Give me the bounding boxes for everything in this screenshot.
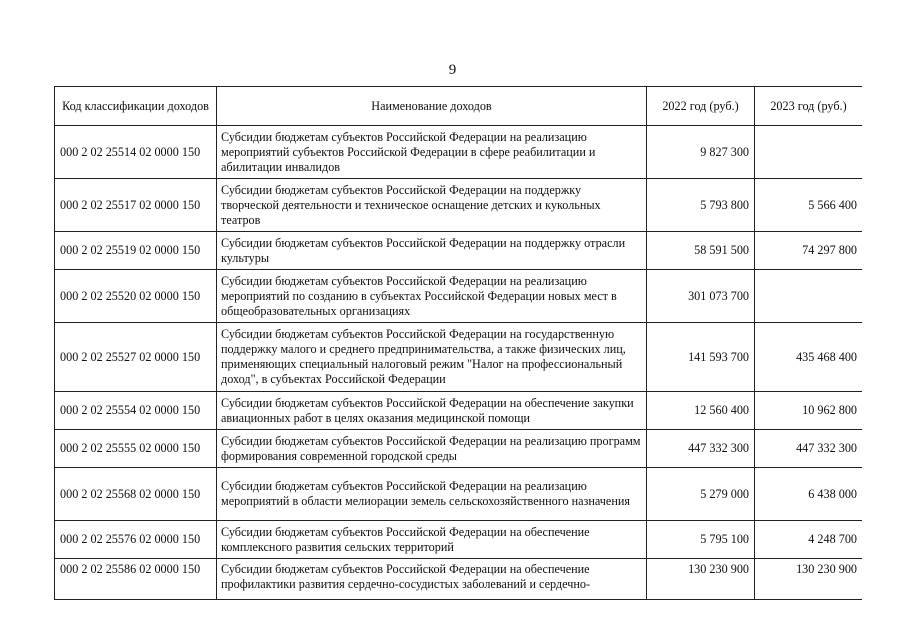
row-name: Субсидии бюджетам субъектов Российской Федерации на реализацию программ формирования современной городской среды [217, 430, 647, 468]
row-code: 000 2 02 25527 02 0000 150 [55, 323, 217, 392]
row-value-2022: 12 560 400 [647, 392, 755, 430]
row-value-2022: 5 793 800 [647, 179, 755, 232]
row-value-2023: 6 438 000 [755, 468, 863, 521]
table-row [55, 559, 863, 600]
row-value-2022: 447 332 300 [647, 430, 755, 468]
row-name: Субсидии бюджетам субъектов Российской Федерации на обеспечение закупки авиационных работ в целях оказания медицинской помощи [217, 392, 647, 430]
row-code: 000 2 02 25519 02 0000 150 [55, 232, 217, 270]
page-number: 9 [448, 62, 457, 78]
row-value-2022: 9 827 300 [647, 126, 755, 179]
table-row [55, 323, 863, 392]
row-value-2022: 301 073 700 [647, 270, 755, 323]
row-value-2023: 435 468 400 [755, 323, 863, 392]
row-value-2023: 5 566 400 [755, 179, 863, 232]
row-value-2023: 4 248 700 [755, 521, 863, 559]
row-value-2022: 130 230 900 [647, 559, 755, 600]
table-row [55, 126, 863, 179]
row-name: Субсидии бюджетам субъектов Российской Федерации на поддержку отрасли культуры [217, 232, 647, 270]
table-row [55, 468, 863, 521]
row-value-2023: 130 230 900 [755, 559, 863, 600]
row-value-2023: 10 962 800 [755, 392, 863, 430]
row-value-2023 [755, 126, 863, 179]
table-row [55, 430, 863, 468]
row-code: 000 2 02 25554 02 0000 150 [55, 392, 217, 430]
row-name: Субсидии бюджетам субъектов Российской Федерации на обеспечение комплексного развития сельских территорий [217, 521, 647, 559]
row-code: 000 2 02 25555 02 0000 150 [55, 430, 217, 468]
row-value-2022: 5 795 100 [647, 521, 755, 559]
row-code: 000 2 02 25568 02 0000 150 [55, 468, 217, 521]
header-code: Код классификации доходов [55, 87, 217, 126]
row-name: Субсидии бюджетам субъектов Российской Федерации на поддержку творческой деятельности и техническое оснащение детских и кукольных театров [217, 179, 647, 232]
row-name: Субсидии бюджетам субъектов Российской Федерации на государственную поддержку малого и среднего предпринимательства, а также физических лиц, применяющих специальный налоговый режим "Налог на профессиональный доход", в субъектах Российской Федерации [217, 323, 647, 392]
table-row [55, 179, 863, 232]
header-year-2022: 2022 год (руб.) [647, 87, 755, 126]
table-row [55, 521, 863, 559]
table-row [55, 270, 863, 323]
row-code: 000 2 02 25586 02 0000 150 [55, 559, 217, 600]
header-name: Наименование доходов [217, 87, 647, 126]
row-value-2023 [755, 270, 863, 323]
row-value-2022: 58 591 500 [647, 232, 755, 270]
row-code: 000 2 02 25520 02 0000 150 [55, 270, 217, 323]
row-code: 000 2 02 25517 02 0000 150 [55, 179, 217, 232]
table-header-row [55, 87, 863, 126]
header-year-2023: 2023 год (руб.) [755, 87, 863, 126]
row-value-2023: 74 297 800 [755, 232, 863, 270]
table-row [55, 232, 863, 270]
row-value-2022: 5 279 000 [647, 468, 755, 521]
row-name: Субсидии бюджетам субъектов Российской Федерации на реализацию мероприятий субъектов Российской Федерации в сфере реабилитации и абилитации инвалидов [217, 126, 647, 179]
row-name: Субсидии бюджетам субъектов Российской Федерации на обеспечение профилактики развития сердечно-сосудистых заболеваний и сердечно- [217, 559, 647, 600]
row-code: 000 2 02 25514 02 0000 150 [55, 126, 217, 179]
row-value-2023: 447 332 300 [755, 430, 863, 468]
row-name: Субсидии бюджетам субъектов Российской Федерации на реализацию мероприятий в области мелиорации земель сельскохозяйственного назначения [217, 468, 647, 521]
table-row [55, 392, 863, 430]
row-value-2022: 141 593 700 [647, 323, 755, 392]
row-code: 000 2 02 25576 02 0000 150 [55, 521, 217, 559]
row-name: Субсидии бюджетам субъектов Российской Федерации на реализацию мероприятий по созданию в субъектах Российской Федерации новых мест в общеобразовательных организациях [217, 270, 647, 323]
income-table [54, 86, 862, 600]
income-table-container [54, 86, 862, 640]
